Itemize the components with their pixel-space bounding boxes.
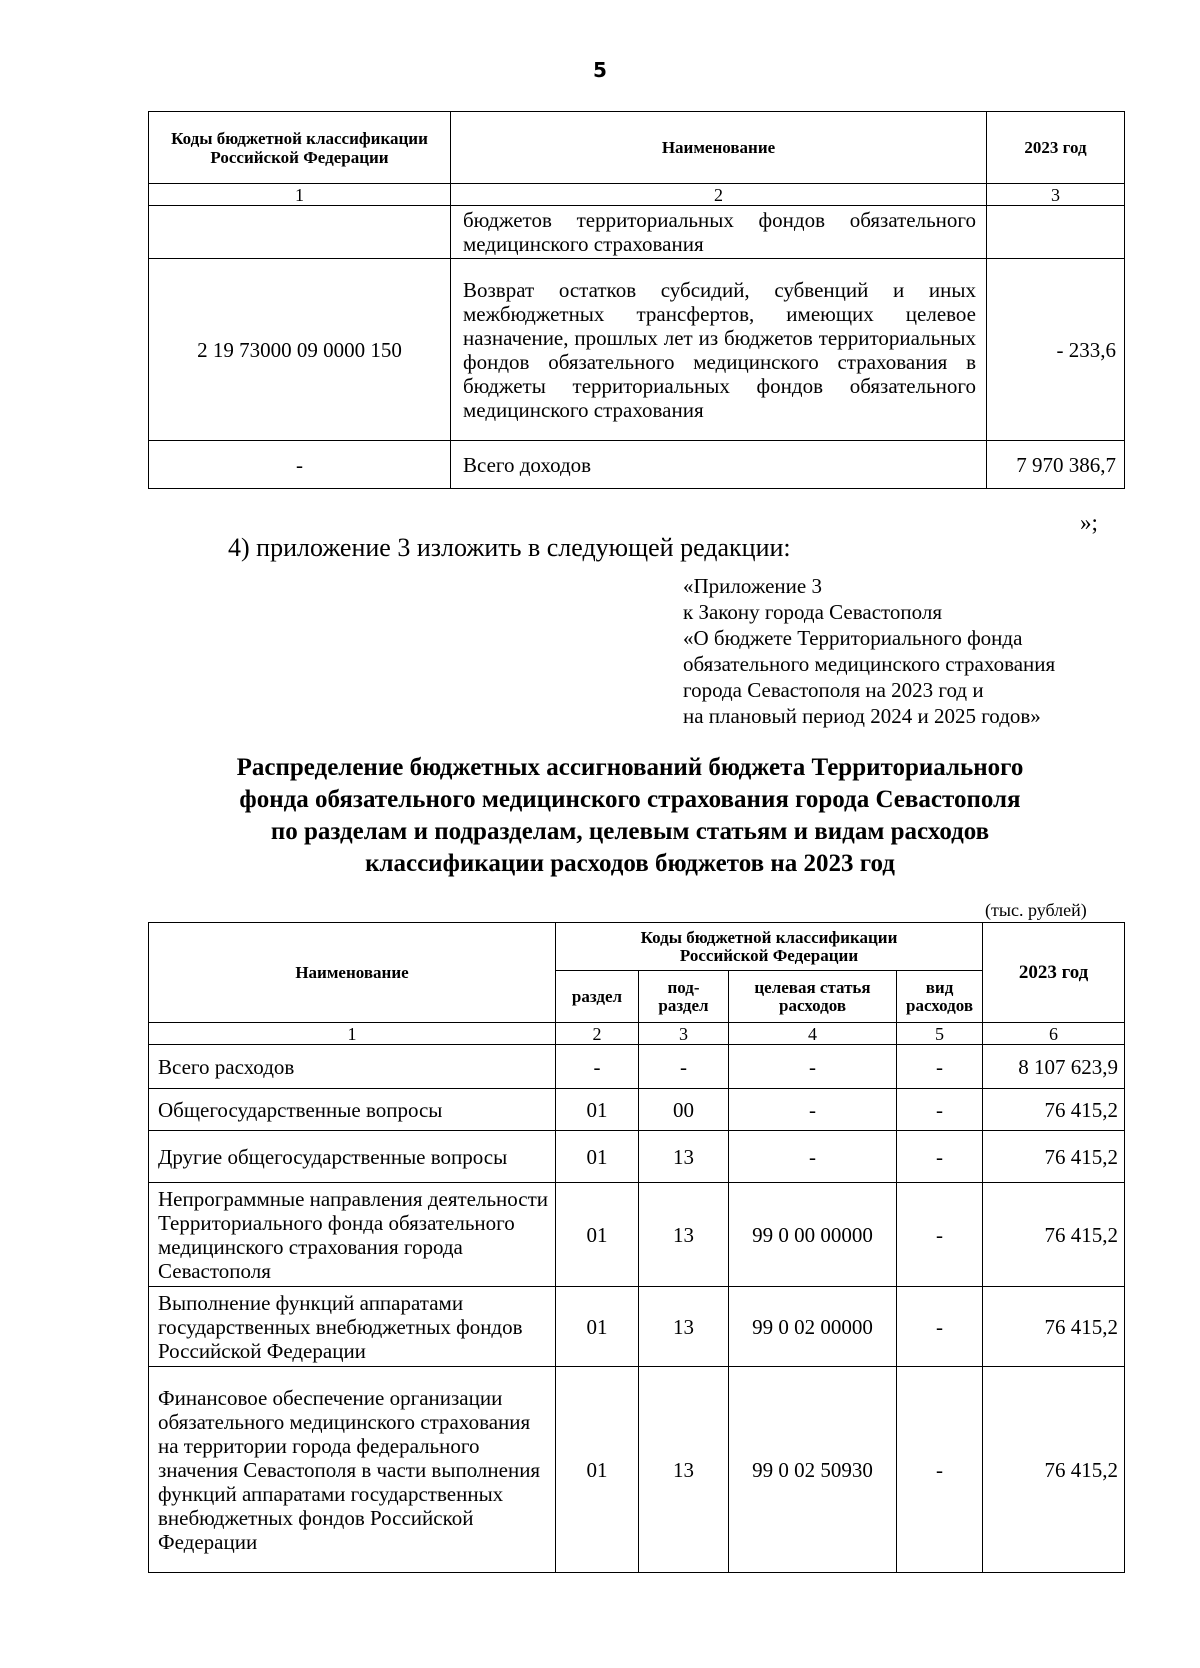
column-numbers-row bbox=[149, 184, 1125, 206]
row-amount: 76 415,2 bbox=[983, 1183, 1125, 1287]
appendix-reference bbox=[683, 573, 1055, 729]
header-target: целевая статья расходов bbox=[729, 971, 897, 1023]
table-row-total bbox=[149, 441, 1125, 489]
row-name: Всего доходов bbox=[451, 441, 987, 489]
row-section: 01 bbox=[556, 1367, 639, 1573]
column-number: 5 bbox=[897, 1023, 983, 1045]
revenue-table bbox=[148, 111, 1125, 489]
row-code bbox=[149, 206, 451, 259]
row-type: - bbox=[897, 1287, 983, 1367]
row-target: 99 0 02 50930 bbox=[729, 1367, 897, 1573]
table-row bbox=[149, 1183, 1125, 1287]
row-name: бюджетов территориальных фондов обязательного медицинского страхования bbox=[451, 206, 987, 259]
row-subsection: 00 bbox=[639, 1089, 729, 1131]
column-number: 1 bbox=[149, 1023, 556, 1045]
closing-quote: »; bbox=[1080, 510, 1098, 535]
row-type: - bbox=[897, 1183, 983, 1287]
row-name: Возврат остатков субсидий, субвенций и иных межбюджетных трансфертов, имеющих целевое назначение, прошлых лет из бюджетов территориальных фондов обязательного медицинского страхования в бюджеты территориальных фондов обязательного медицинского страхования bbox=[451, 259, 987, 441]
row-type: - bbox=[897, 1131, 983, 1183]
appendix-line: города Севастополя на 2023 год и bbox=[683, 678, 984, 702]
header-year: 2023 год bbox=[987, 112, 1125, 184]
row-target: - bbox=[729, 1089, 897, 1131]
row-amount: 76 415,2 bbox=[983, 1367, 1125, 1573]
header-codes-group: Коды бюджетной классификации Российской Федерации bbox=[556, 923, 983, 971]
row-target: 99 0 02 00000 bbox=[729, 1287, 897, 1367]
row-amount: 76 415,2 bbox=[983, 1287, 1125, 1367]
expenditure-table bbox=[148, 922, 1125, 1573]
appendix-line: обязательного медицинского страхования bbox=[683, 652, 1056, 676]
row-name: Всего расходов bbox=[149, 1045, 556, 1089]
table-row bbox=[149, 1367, 1125, 1573]
row-target: 99 0 00 00000 bbox=[729, 1183, 897, 1287]
header-section: раздел bbox=[556, 971, 639, 1023]
table-row bbox=[149, 1287, 1125, 1367]
header-name: Наименование bbox=[149, 923, 556, 1023]
row-section: 01 bbox=[556, 1287, 639, 1367]
column-number: 3 bbox=[987, 184, 1125, 206]
heading-line: Распределение бюджетных ассигнований бюджета Территориального bbox=[236, 754, 1024, 781]
row-code: 2 19 73000 09 0000 150 bbox=[149, 259, 451, 441]
row-type: - bbox=[897, 1089, 983, 1131]
row-section: 01 bbox=[556, 1131, 639, 1183]
row-target: - bbox=[729, 1045, 897, 1089]
header-codes: Коды бюджетной классификации Российской Федерации bbox=[149, 112, 451, 184]
row-amount: 8 107 623,9 bbox=[983, 1045, 1125, 1089]
column-number: 6 bbox=[983, 1023, 1125, 1045]
appendix-line: «Приложение 3 bbox=[683, 574, 822, 598]
table-row bbox=[149, 259, 1125, 441]
appendix-line: на плановый период 2024 и 2025 годов» bbox=[683, 704, 1041, 728]
row-amount: 76 415,2 bbox=[983, 1131, 1125, 1183]
row-name: Финансовое обеспечение организации обязательного медицинского страхования на территории города федерального значения Севастополя в части выполнения функций аппаратами государственных внебюджетных фондов Российской Федерации bbox=[149, 1367, 556, 1573]
instruction-text: 4) приложение 3 изложить в следующей редакции: bbox=[228, 533, 791, 562]
table-row bbox=[149, 1089, 1125, 1131]
row-name: Общегосударственные вопросы bbox=[149, 1089, 556, 1131]
header-name: Наименование bbox=[451, 112, 987, 184]
row-section: 01 bbox=[556, 1089, 639, 1131]
row-subsection: 13 bbox=[639, 1183, 729, 1287]
row-name: Другие общегосударственные вопросы bbox=[149, 1131, 556, 1183]
row-code: - bbox=[149, 441, 451, 489]
row-amount: 76 415,2 bbox=[983, 1089, 1125, 1131]
appendix-line: «О бюджете Территориального фонда bbox=[683, 626, 1023, 650]
heading-line: по разделам и подразделам, целевым статьям и видам расходов bbox=[270, 818, 990, 845]
column-numbers-row bbox=[149, 1023, 1125, 1045]
row-value: - 233,6 bbox=[987, 259, 1125, 441]
column-number: 1 bbox=[149, 184, 451, 206]
header-year: 2023 год bbox=[983, 923, 1125, 1023]
heading-line: классификации расходов бюджетов на 2023 год bbox=[365, 850, 895, 877]
section-heading bbox=[150, 752, 1110, 880]
row-subsection: 13 bbox=[639, 1367, 729, 1573]
column-number: 3 bbox=[639, 1023, 729, 1045]
column-number: 2 bbox=[556, 1023, 639, 1045]
expenditure-table-header bbox=[149, 923, 1125, 971]
row-type: - bbox=[897, 1367, 983, 1573]
column-number: 2 bbox=[451, 184, 987, 206]
row-value bbox=[987, 206, 1125, 259]
row-name: Выполнение функций аппаратами государственных внебюджетных фондов Российской Федерации bbox=[149, 1287, 556, 1367]
page-number: 5 bbox=[593, 58, 607, 82]
row-section: 01 bbox=[556, 1183, 639, 1287]
table-row bbox=[149, 1045, 1125, 1089]
table-row bbox=[149, 206, 1125, 259]
row-name: Непрограммные направления деятельности Территориального фонда обязательного медицинского страхования города Севастополя bbox=[149, 1183, 556, 1287]
revenue-table-header bbox=[149, 112, 1125, 184]
table-row bbox=[149, 1131, 1125, 1183]
row-section: - bbox=[556, 1045, 639, 1089]
row-subsection: 13 bbox=[639, 1131, 729, 1183]
header-type: вид расходов bbox=[897, 971, 983, 1023]
appendix-line: к Закону города Севастополя bbox=[683, 600, 943, 624]
units-label: (тыс. рублей) bbox=[985, 900, 1087, 920]
column-number: 4 bbox=[729, 1023, 897, 1045]
header-subsection: под-раздел bbox=[639, 971, 729, 1023]
row-type: - bbox=[897, 1045, 983, 1089]
row-value: 7 970 386,7 bbox=[987, 441, 1125, 489]
heading-line: фонда обязательного медицинского страхования города Севастополя bbox=[239, 786, 1021, 813]
row-subsection: - bbox=[639, 1045, 729, 1089]
row-target: - bbox=[729, 1131, 897, 1183]
row-subsection: 13 bbox=[639, 1287, 729, 1367]
